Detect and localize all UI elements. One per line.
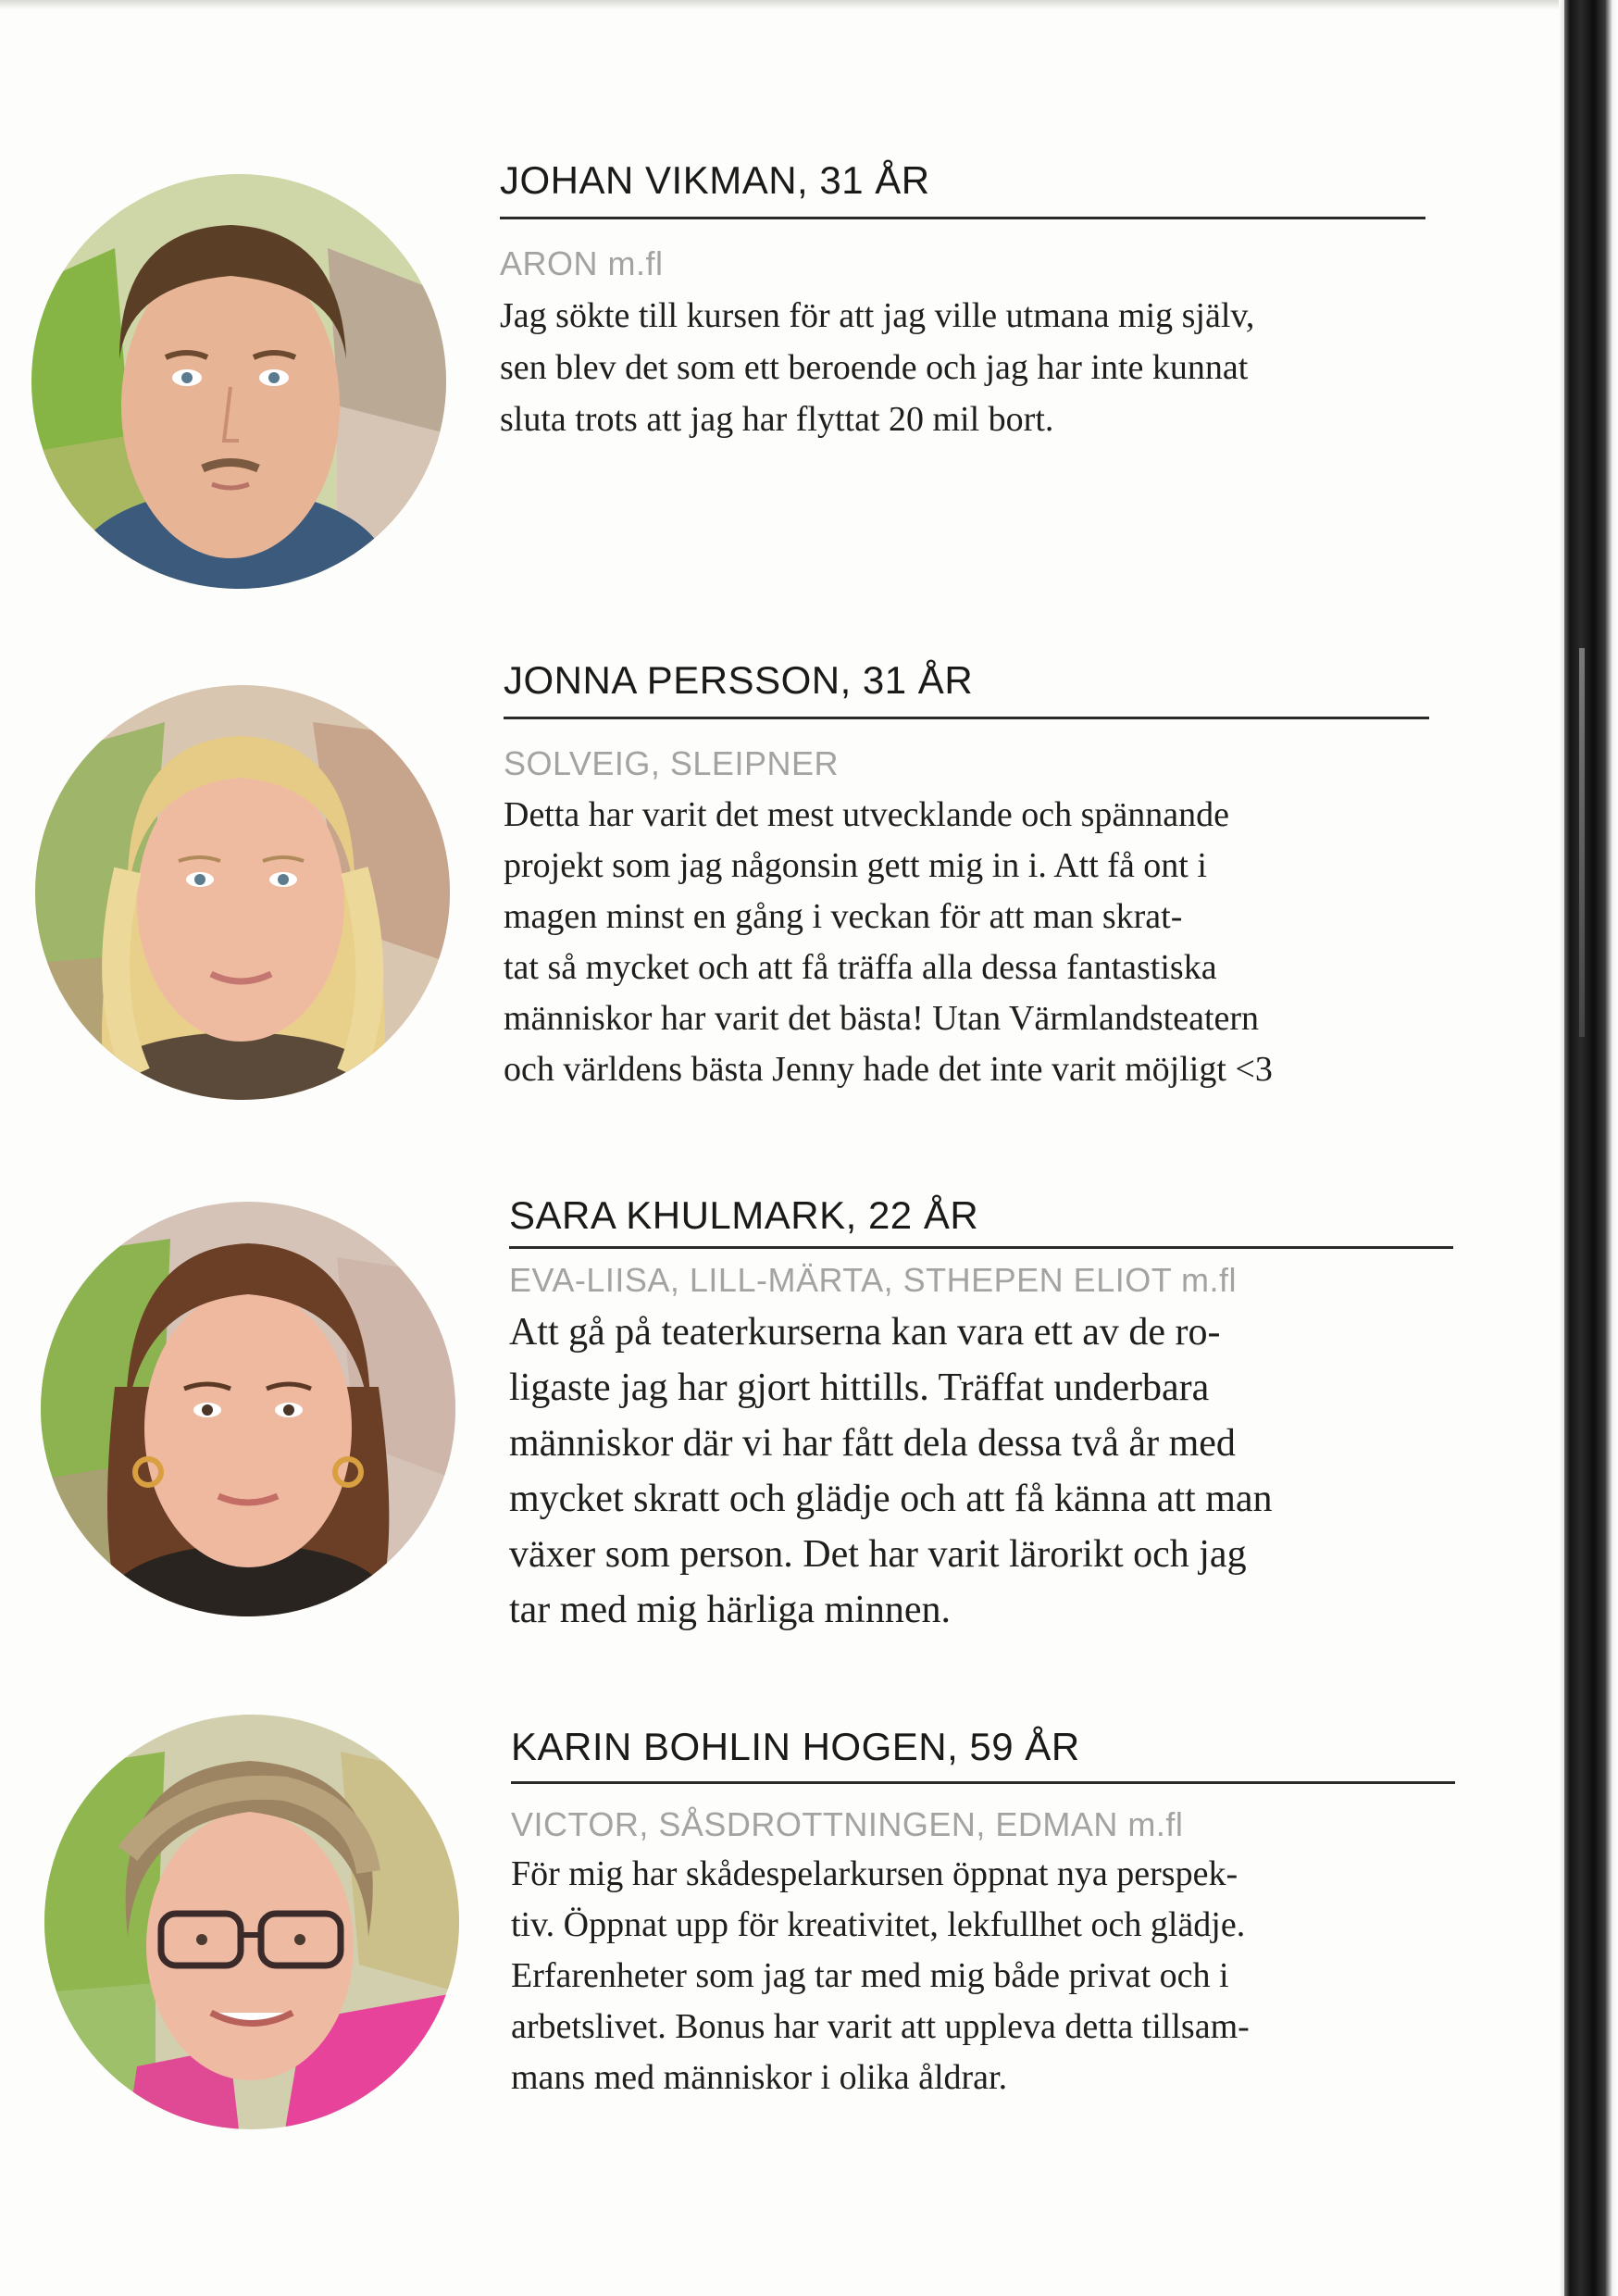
portrait-karin-image [44, 1715, 459, 2129]
bio-line: arbetslivet. Bonus har varit att uppleva detta tillsam- [511, 2007, 1250, 2046]
bio-line: tat så mycket och att få träffa alla dessa fantastiska [504, 948, 1217, 987]
bio-text [511, 1849, 1455, 2103]
portrait-karin [44, 1715, 459, 2129]
bio-text [509, 1304, 1453, 1638]
text-karin [511, 1724, 1455, 2103]
divider-rule [500, 217, 1425, 219]
bio-line: Att gå på teaterkurserna kan vara ett av de ro- [509, 1311, 1221, 1354]
portrait-sara [41, 1202, 455, 1616]
bio-text [504, 790, 1429, 1095]
portrait-jonna-image [35, 685, 450, 1100]
divider-rule [509, 1246, 1453, 1249]
bio-line: För mig har skådespelarkursen öppnat nya perspek- [511, 1854, 1238, 1893]
binding-strip [1564, 0, 1618, 2296]
portrait-jonna [35, 685, 450, 1100]
bio-line: mans med människor i olika åldrar. [511, 2058, 1008, 2097]
role-list: ARON m.fl [500, 244, 664, 282]
bio-line: och världens bästa Jenny hade det inte varit möjligt <3 [504, 1050, 1273, 1089]
bio-line: människor har varit det bästa! Utan Värmlandsteatern [504, 999, 1260, 1038]
portrait-johan-image [31, 174, 446, 589]
bio-line: Erfarenheter som jag tar med mig både privat och i [511, 1956, 1229, 1995]
person-name: KARIN BOHLIN HOGEN, 59 ÅR [511, 1725, 1080, 1768]
scan-top-edge [0, 0, 1618, 9]
text-johan [500, 157, 1425, 445]
person-name: JOHAN VIKMAN, 31 ÅR [500, 158, 930, 202]
person-name: SARA KHULMARK, 22 ÅR [509, 1193, 979, 1237]
text-sara [509, 1192, 1453, 1638]
person-name: JONNA PERSSON, 31 ÅR [504, 658, 974, 702]
bio-line: sluta trots att jag har flyttat 20 mil bort. [500, 400, 1054, 439]
portrait-johan [31, 174, 446, 589]
bio-line: tiv. Öppnat upp för kreativitet, lekfullhet och glädje. [511, 1905, 1246, 1944]
bio-line: mycket skratt och glädje och att få känna att man [509, 1478, 1273, 1520]
role-list: VICTOR, SÅSDROTTNINGEN, EDMAN m.fl [511, 1805, 1184, 1843]
bio-line: växer som person. Det har varit lärorikt och jag [509, 1533, 1247, 1576]
role-list: SOLVEIG, SLEIPNER [504, 744, 839, 782]
portrait-sara-image [41, 1202, 455, 1616]
bio-line: magen minst en gång i veckan för att man skrat- [504, 897, 1183, 936]
bio-line: tar med mig härliga minnen. [509, 1589, 952, 1631]
bio-line: ligaste jag har gjort hittills. Träffat underbara [509, 1366, 1210, 1409]
bio-line: projekt som jag någonsin gett mig in i. Att få ont i [504, 846, 1207, 885]
divider-rule [504, 717, 1429, 719]
bio-line: Detta har varit det mest utvecklande och spännande [504, 795, 1229, 834]
bio-line: människor där vi har fått dela dessa två år med [509, 1422, 1236, 1465]
divider-rule [511, 1781, 1455, 1784]
role-list: EVA-LIISA, LILL-MÄRTA, STHEPEN ELIOT m.fl [509, 1261, 1238, 1299]
text-jonna [504, 657, 1429, 1095]
bio-line: Jag sökte till kursen för att jag ville utmana mig själv, [500, 296, 1255, 335]
bio-text [500, 290, 1425, 445]
binding-shine [1579, 648, 1585, 1037]
bio-line: sen blev det som ett beroende och jag har inte kunnat [500, 348, 1249, 387]
